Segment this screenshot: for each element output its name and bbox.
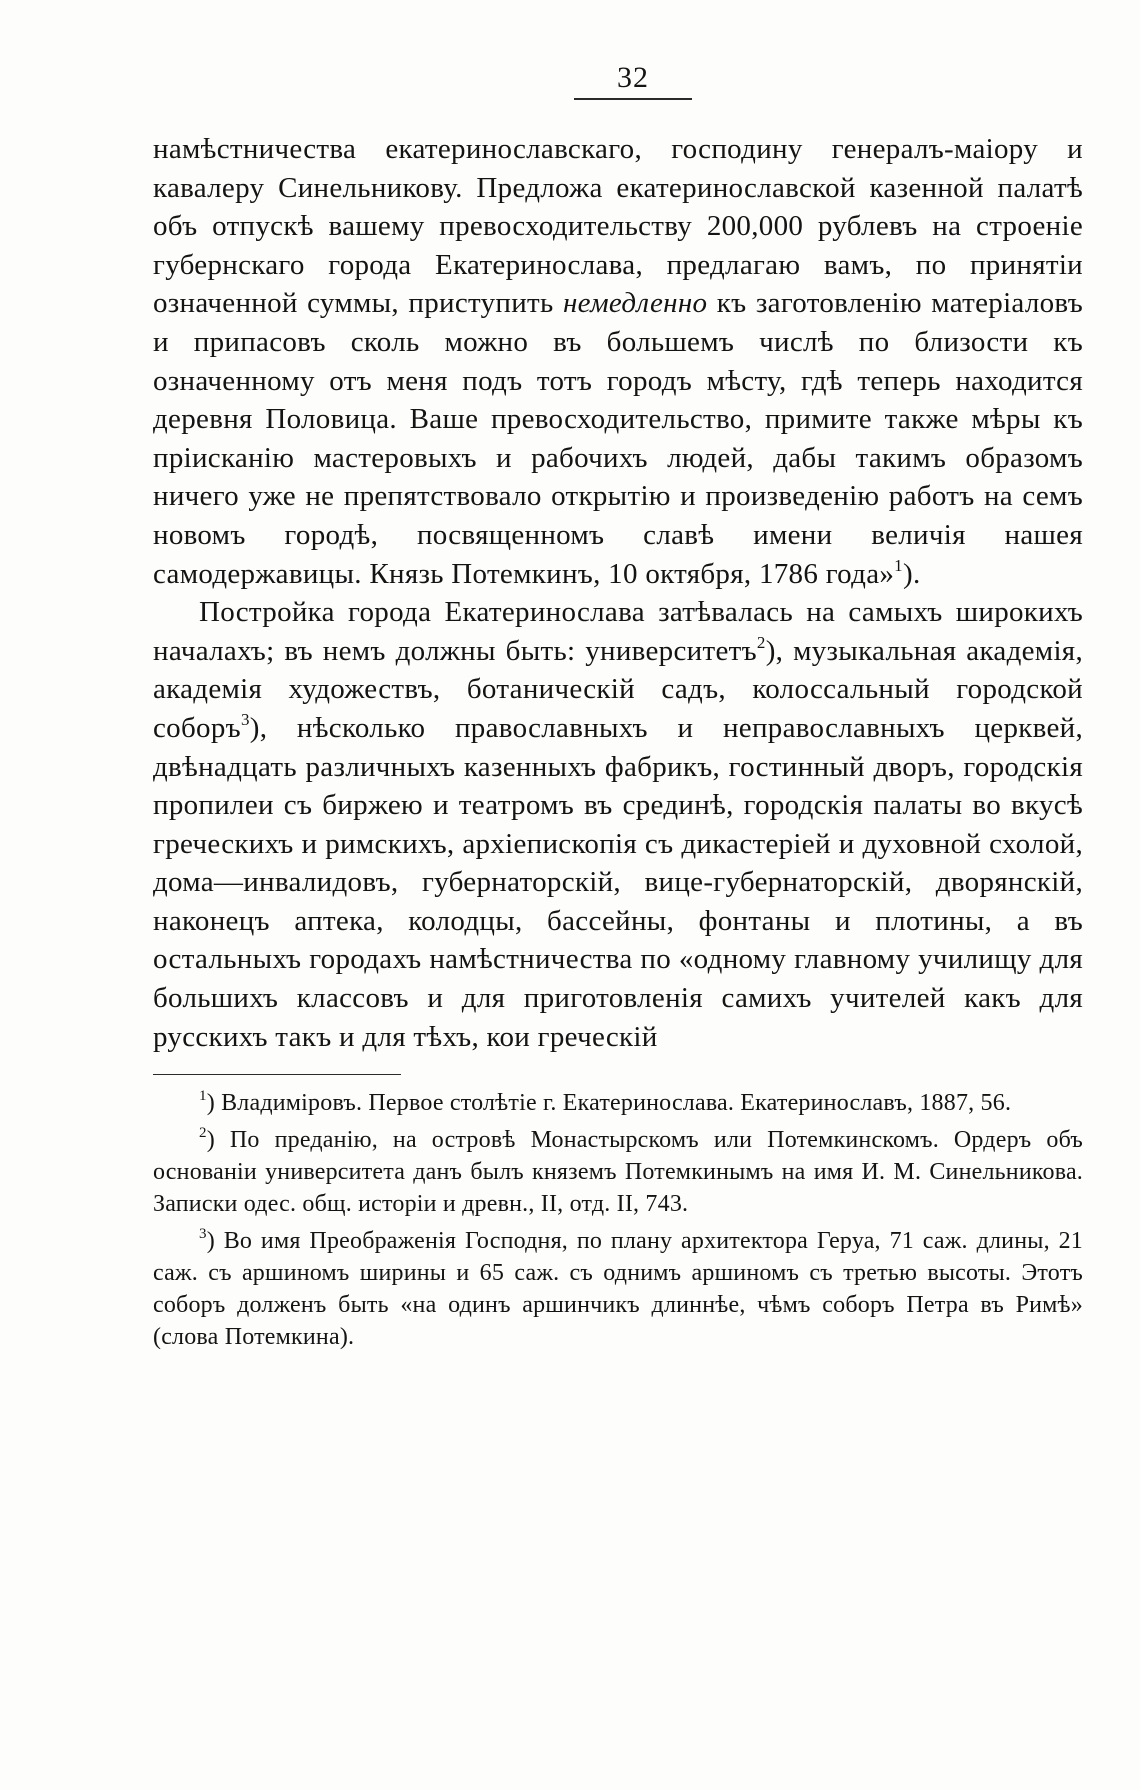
page-number: 32: [617, 61, 649, 94]
construction-text-2: ), музыкальная академія, академія художествъ, ботаническій садъ, колоссальный городской соборъ: [153, 634, 1083, 744]
footnotes: [153, 1087, 1083, 1353]
page-number-rule: [574, 98, 692, 100]
footnote-3: [153, 1225, 1083, 1353]
letter-text-start: намѣстничества екатеринославскаго, господину генералъ-маіору и кавалеру Синельникову. Предложа екатеринославской казенной палатѣ объ отпускѣ вашему превосходительству 200,000 рублевъ на строеніе губернскаго города Екатеринослава, предлагаю вамъ, по принятіи означенной суммы, приступить: [153, 133, 1083, 320]
footnote-2: [153, 1124, 1083, 1220]
letter-text-end: къ заготовленію матеріаловъ и припасовъ сколь можно въ большемъ числѣ по близости къ означенному отъ меня подъ тотъ городъ мѣсту, гдѣ теперь находится деревня Половица. Ваше превосходительство, примите также мѣры къ пріисканію мастеровыхъ и рабочихъ людей, дабы такимъ образомъ ничего уже не препятствовало открытію и произведенію работъ на семъ новомъ городѣ, посвященномъ славѣ имени величія нашея самодержавицы. Князь Потемкинъ, 10 октября, 1786 года»: [153, 287, 1083, 590]
letter-text-tail: ).: [902, 557, 921, 590]
paragraph-city-construction: [153, 593, 1083, 1056]
footnote-1-text: ) Владиміровъ. Первое столѣтіе г. Екатеринослава. Екатеринославъ, 1887, 56.: [206, 1090, 1012, 1117]
footnote-1: [153, 1087, 1083, 1119]
book-page: [153, 60, 1083, 1358]
footnote-ref-2: 2: [756, 632, 766, 652]
main-text: [153, 130, 1083, 1056]
construction-text-3: ), нѣсколько православныхъ и неправославныхъ церквей, двѣнадцать различныхъ казенныхъ фабрикъ, гостинный дворъ, городскія пропилеи съ биржею и театромъ въ срединѣ, городскія палаты во вкусѣ греческихъ и римскихъ, архіепископія съ дикастеріей и духовной схолой, дома—инвалидовъ, губернаторскій, вице-губернаторскій, дворянскій, наконецъ аптека, колодцы, бассейны, фонтаны и плотины, а въ остальныхъ городахъ намѣстничества по «одному главному училищу для большихъ классовъ и для приготовленія самихъ учителей какъ для русскихъ такъ и для тѣхъ, кои греческій: [153, 711, 1083, 1053]
construction-text-1: Постройка города Екатеринослава затѣвалась на самыхъ широкихъ началахъ; въ немъ должны быть: университетъ: [153, 596, 1083, 667]
footnote-ref-1: 1: [894, 555, 903, 575]
footnote-1-mark: 1: [199, 1088, 207, 1105]
emphasized-word: немедленно: [562, 287, 708, 320]
footnote-2-mark: 2: [199, 1125, 207, 1142]
footnote-separator: [153, 1074, 401, 1075]
paragraph-letter-continuation: [153, 130, 1083, 593]
footnote-3-mark: 3: [199, 1226, 207, 1243]
footnote-2-text: ) По преданію, на островѣ Монастырскомъ или Потемкинскомъ. Ордеръ объ основаніи университета данъ былъ княземъ Потемкинымъ на имя И. М. Синельникова. Записки одес. общ. исторіи и древн., II, отд. II, 743.: [153, 1127, 1083, 1218]
footnote-ref-3: 3: [240, 709, 250, 729]
footnote-3-text: ) Во имя Преображенія Господня, по плану архитектора Геруа, 71 саж. длины, 21 саж. съ аршиномъ ширины и 65 саж. съ однимъ аршиномъ съ третью высоты. Этотъ соборъ долженъ быть «на одинъ аршинчикъ длиннѣе, чѣмъ соборъ Петра въ Римѣ» (слова Потемкина).: [153, 1228, 1083, 1351]
